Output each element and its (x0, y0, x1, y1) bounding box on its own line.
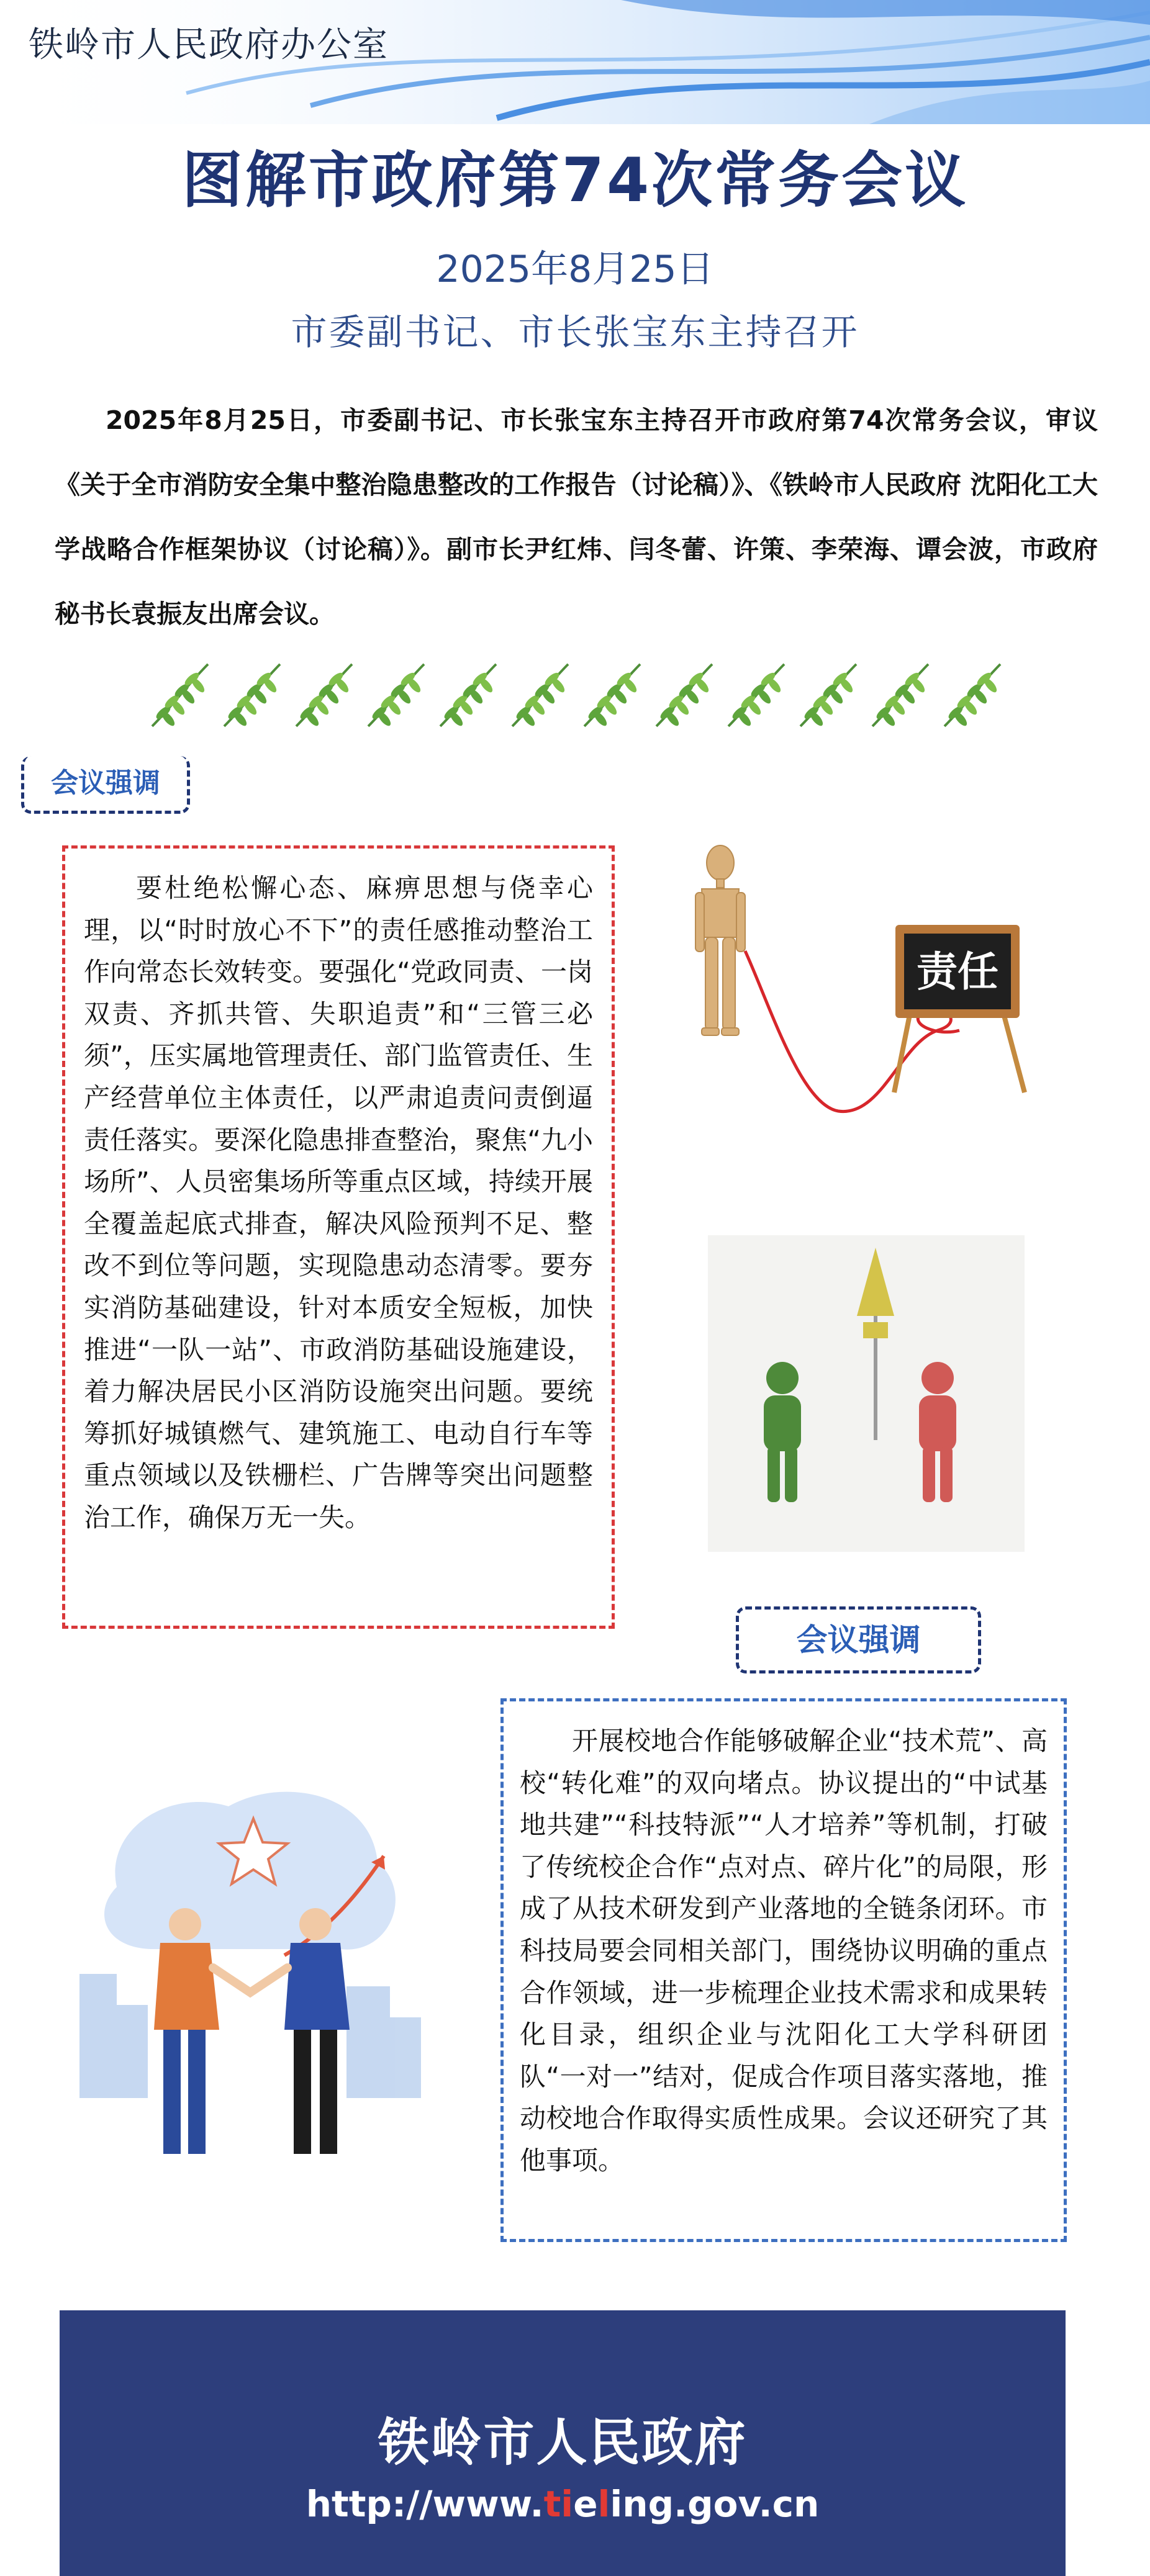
leaf-sprig-icon (440, 664, 496, 728)
footer-url-link[interactable] (60, 2483, 1066, 2525)
leaf-sprig-icon (872, 664, 928, 728)
leaf-sprig-icon (296, 664, 352, 728)
meeting-host: 市委副书记、市长张宝东主持召开 (291, 311, 859, 353)
section1-tag: 会议强调 (21, 756, 190, 814)
chalkboard-sign-text: 责任 (917, 947, 998, 996)
section1-text-box (62, 845, 615, 1629)
footer-org-name: 铁岭市人民政府 (378, 2413, 748, 2472)
section1-paragraph: 要杜绝松懈心态、麻痹思想与侥幸心理，以“时时放心不下”的责任感推动整治工作向常态长效转变。要强化“党政同责、一岗双责、齐抓共管、失职追责”和“三管三必须”，压实属地管理责任、部门监管责任、生产经营单位主体责任，以严肃追责问责倒逼责任落实。要深化隐患排查整治，聚焦“九小场所”、人员密集场所等重点区域，持续开展全覆盖起底式排查，解决风险预判不足、整改不到位等问题，实现隐患动态清零。要夯实消防基础建设，针对本质安全短板，加快推进“一队一站”、市政消防基础设施建设，着力解决居民小区消防设施突出问题。要统筹抓好城镇燃气、建筑施工、电动自行车等重点领域以及铁栅栏、广告牌等突出问题整治工作，确保万无一失。 (84, 873, 593, 1533)
section2-tag: 会议强调 (736, 1606, 981, 1673)
handshake-illustration (79, 1769, 427, 2191)
handshake-icon (213, 1968, 288, 1993)
leaf-sprig-icon (512, 664, 568, 728)
url-highlight-2: l (597, 2483, 610, 2525)
businessman-left-icon (154, 1908, 219, 2154)
leaf-divider-decoration (140, 658, 1009, 732)
url-middle: e (573, 2483, 598, 2525)
leaf-sprig-icon (152, 664, 208, 728)
wooden-mannequin-icon (695, 845, 745, 1035)
section2-paragraph: 开展校地合作能够破解企业“技术荒”、高校“转化难”的双向堵点。协议提出的“中试基地共建”“科技特派”“人才培养”等机制，打破了传统校企合作“点对点、碎片化”的局限，形成了从技术研发到产业落地的全链条闭环。市科技局要会同相关部门，围绕协议明确的重点合作领域，进一步梳理企业技术需求和成果转化目录，组织企业与沈阳化工大学科研团队“一对一”结对，促成合作项目落实落地，推动校地合作取得实质性成果。会议还研究了其他事项。 (520, 1726, 1048, 2176)
section2-text-box (500, 1698, 1067, 2242)
url-suffix: ing.gov.cn (610, 2483, 820, 2525)
office-name: 铁岭市人民政府办公室 (29, 25, 389, 65)
red-person-icon (919, 1362, 956, 1502)
signpost-icon (857, 1248, 894, 1440)
green-person-icon (764, 1362, 801, 1502)
url-prefix: http://www. (306, 2483, 544, 2525)
intro-paragraph: 2025年8月25日，市委副书记、市长张宝东主持召开市政府第74次常务会议，审议《关于全市消防安全集中整治隐患整改的工作报告（讨论稿）》、《铁岭市人民政府 沈阳化工大学战略合作框架协议（讨论稿）》。副市长尹红炜、闫冬蕾、许策、李荣海、谭会波，市政府秘书长袁振友出席会议。 (55, 405, 1098, 629)
leaf-sprig-icon (728, 664, 784, 728)
responsibility-illustration (677, 844, 1049, 1192)
two-people-signpost-illustration (708, 1235, 1025, 1552)
leaf-sprig-icon (944, 664, 1000, 728)
leaf-sprig-icon (368, 664, 424, 728)
page-title: 图解市政府第74次常务会议 (181, 145, 969, 216)
leaf-sprig-icon (584, 664, 640, 728)
leaf-sprig-icon (656, 664, 712, 728)
meeting-date: 2025年8月25日 (436, 248, 714, 291)
businessman-right-icon (284, 1908, 350, 2154)
url-highlight-1: ti (543, 2483, 574, 2525)
leaf-sprig-icon (224, 664, 280, 728)
leaf-sprig-icon (800, 664, 856, 728)
